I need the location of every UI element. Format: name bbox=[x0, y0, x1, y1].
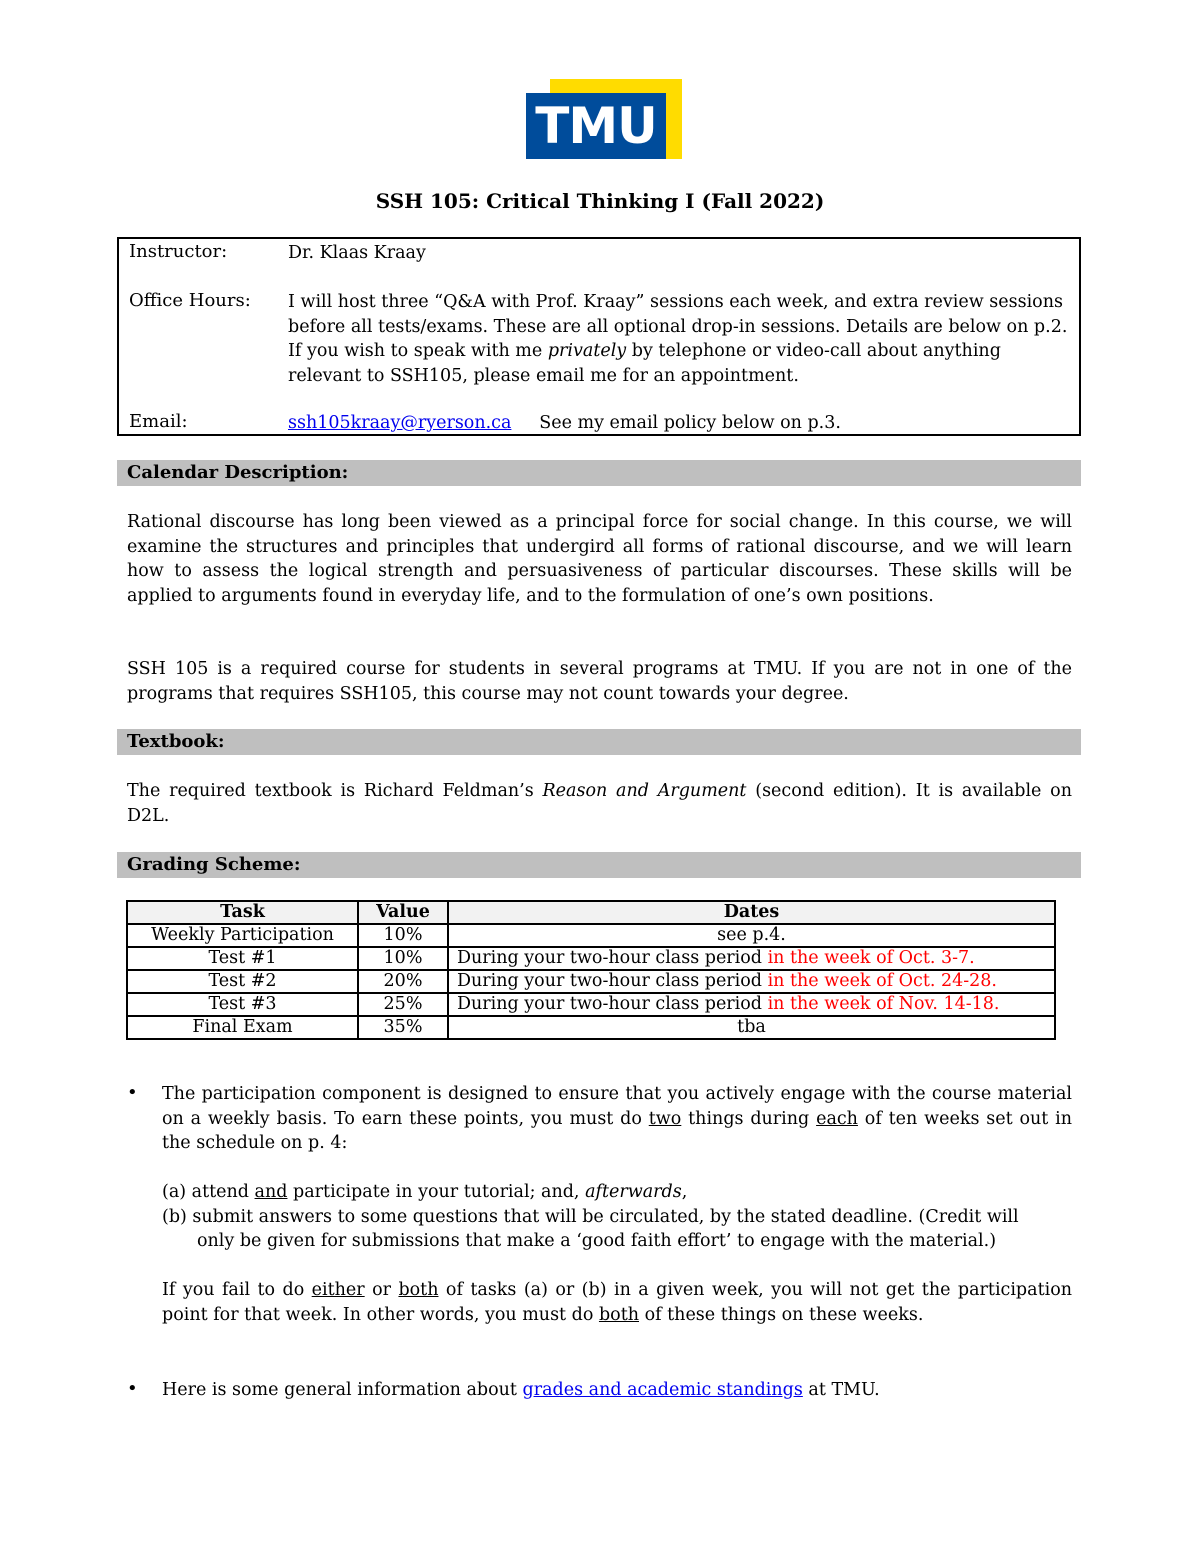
fail-text: If you fail to do bbox=[162, 1280, 312, 1300]
value-cell: 10% bbox=[358, 924, 448, 947]
date-highlight: in the week of Nov. 14-18. bbox=[767, 994, 1000, 1014]
task-b-line-continued: only be given for submissions that make a ‘good faith effort’ to engage with the material.) bbox=[197, 1231, 997, 1251]
date-text: tba bbox=[737, 1017, 766, 1037]
office-text-emphasis: privately bbox=[547, 341, 627, 361]
task-cell: Test #2 bbox=[127, 970, 358, 993]
date-text: During your two-hour class period bbox=[457, 971, 768, 991]
textbook-paragraph bbox=[127, 779, 1072, 828]
column-header: Task bbox=[127, 901, 358, 924]
underlined-word: each bbox=[816, 1108, 858, 1129]
textbook-heading bbox=[117, 729, 1081, 755]
email-note: See my email policy below on p.3. bbox=[539, 413, 841, 433]
bullet-text: The participation component is designed to ensure that you actively engage with the course material on a weekly basis. To earn these points, you must do bbox=[162, 1084, 1072, 1129]
calendar-heading bbox=[117, 460, 1081, 486]
date-highlight: in the week of Oct. 24-28. bbox=[767, 971, 997, 991]
office-hours-text bbox=[288, 290, 1073, 388]
date-cell bbox=[448, 924, 1055, 947]
office-hours-label: Office Hours: bbox=[129, 290, 251, 311]
task-a-text: , bbox=[681, 1182, 688, 1202]
table-header-row bbox=[127, 901, 1055, 924]
table-row bbox=[127, 970, 1055, 993]
bullet-text: things during bbox=[681, 1108, 817, 1129]
course-title: SSH 105: Critical Thinking I (Fall 2022) bbox=[375, 189, 825, 213]
underlined-word: both bbox=[398, 1280, 439, 1300]
task-cell: Test #1 bbox=[127, 947, 358, 970]
email-label: Email: bbox=[129, 411, 188, 432]
participation-bullet bbox=[162, 1082, 1072, 1156]
task-cell: Weekly Participation bbox=[127, 924, 358, 947]
underlined-word: both bbox=[598, 1304, 639, 1325]
task-b-line: (b) submit answers to some questions that will be circulated, by the stated deadline. (Credit will bbox=[162, 1207, 1019, 1227]
instructor-label: Instructor: bbox=[129, 241, 228, 262]
fail-text: or bbox=[364, 1280, 399, 1300]
underlined-word: and bbox=[254, 1182, 288, 1202]
grades-info-bullet bbox=[162, 1378, 1072, 1403]
bullet-text: at TMU. bbox=[802, 1380, 880, 1400]
value-cell: 20% bbox=[358, 970, 448, 993]
textbook-text: (second edition). It is available on D2L. bbox=[127, 781, 1072, 826]
date-text: see p.4. bbox=[717, 925, 786, 945]
textbook-heading-text: Textbook: bbox=[127, 731, 225, 752]
task-a-line bbox=[162, 1180, 1072, 1205]
grades-standings-link[interactable]: grades and academic standings bbox=[522, 1380, 803, 1400]
instructor-value: Dr. Klaas Kraay bbox=[288, 243, 426, 263]
bullet-text: Here is some general information about bbox=[162, 1380, 523, 1400]
grading-heading-text: Grading Scheme: bbox=[127, 854, 301, 875]
emphasis-word: afterwards bbox=[585, 1182, 682, 1202]
fail-text: of these things on these weeks. bbox=[639, 1304, 924, 1325]
grading-table bbox=[126, 900, 1056, 1040]
grading-heading bbox=[117, 852, 1081, 878]
date-cell bbox=[448, 970, 1055, 993]
column-header: Value bbox=[358, 901, 448, 924]
textbook-title: Reason and Argument bbox=[542, 781, 747, 801]
task-a-text: (a) attend bbox=[162, 1182, 255, 1202]
table-row bbox=[127, 993, 1055, 1016]
date-text: During your two-hour class period bbox=[457, 994, 768, 1014]
value-cell: 35% bbox=[358, 1016, 448, 1039]
calendar-paragraph-2: SSH 105 is a required course for students in several programs at TMU. If you are not in one of the programs that requires SSH105, this course may not count towards your degree. bbox=[127, 659, 1072, 704]
email-row bbox=[288, 411, 1073, 436]
logo-wordmark: TMU bbox=[526, 93, 666, 159]
task-cell: Test #3 bbox=[127, 993, 358, 1016]
bullet-icon: • bbox=[127, 1082, 138, 1103]
underlined-word: two bbox=[648, 1108, 682, 1129]
date-cell bbox=[448, 947, 1055, 970]
underlined-word: either bbox=[311, 1280, 365, 1300]
task-cell: Final Exam bbox=[127, 1016, 358, 1039]
date-cell bbox=[448, 1016, 1055, 1039]
office-text-part: I will host three “Q&A with Prof. Kraay” sessions each week, and extra review sessions before all tests/exams. These are all optional drop-in sessions. Details are below on p.2. If you wish to speak with me bbox=[288, 292, 1068, 361]
task-a-text: participate in your tutorial; and, bbox=[287, 1182, 586, 1202]
calendar-paragraph-1: Rational discourse has long been viewed as a principal force for social change. In this course, we will examine the structures and principles that undergird all forms of rational discourse, and we will learn how to assess the logical strength and persuasiveness of particular discourses. These skills will be applied to arguments found in everyday life, and to the formulation of one’s own positions. bbox=[127, 512, 1072, 606]
date-highlight: in the week of Oct. 3-7. bbox=[767, 948, 975, 968]
bullet-icon: • bbox=[127, 1378, 138, 1399]
fail-text: of tasks (a) or (b) in a given week, you will not get the participation point for that week. In other words, you must do bbox=[162, 1280, 1073, 1325]
column-header: Dates bbox=[448, 901, 1055, 924]
textbook-text: The required textbook is Richard Feldman’s bbox=[127, 781, 543, 801]
table-row bbox=[127, 947, 1055, 970]
date-cell bbox=[448, 993, 1055, 1016]
tmu-logo bbox=[526, 79, 682, 159]
email-link[interactable]: ssh105kraay@ryerson.ca bbox=[288, 413, 512, 433]
table-row bbox=[127, 1016, 1055, 1039]
value-cell: 10% bbox=[358, 947, 448, 970]
table-row bbox=[127, 924, 1055, 947]
calendar-heading-text: Calendar Description: bbox=[127, 462, 349, 483]
course-info-box bbox=[117, 237, 1081, 436]
participation-fail-paragraph bbox=[162, 1278, 1072, 1327]
date-text: During your two-hour class period bbox=[457, 948, 768, 968]
bullet-text: of ten weeks set out in the schedule on p. 4: bbox=[162, 1108, 1073, 1153]
office-text-part: by telephone or video-call about anything relevant to SSH105, please email me for an appointment. bbox=[288, 341, 1001, 386]
value-cell: 25% bbox=[358, 993, 448, 1016]
